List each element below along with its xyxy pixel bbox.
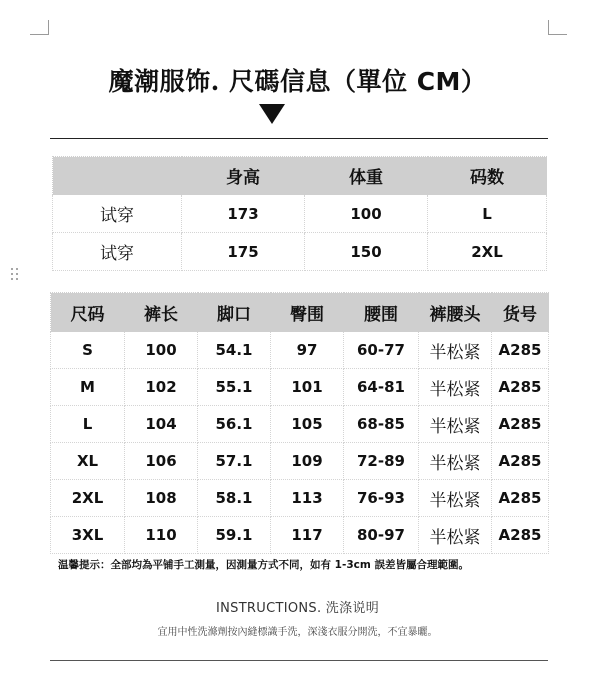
table-cell: 106 (125, 443, 198, 480)
table-cell: 76-93 (344, 480, 419, 517)
table-header-row (53, 157, 547, 195)
table-cell: XL (51, 443, 125, 480)
header-cell: 身高 (182, 157, 305, 195)
fit-reference-table (52, 156, 547, 271)
table-cell: L (51, 406, 125, 443)
title-unit: CM） (416, 67, 487, 96)
table-cell: 175 (182, 233, 305, 271)
table-cell: 半松紧 (419, 406, 492, 443)
table-cell: 110 (125, 517, 198, 554)
table-cell: 半松紧 (419, 443, 492, 480)
table-row (51, 480, 549, 517)
title-text: 魔潮服饰. 尺碼信息（單位 (108, 67, 417, 96)
table-cell: 2XL (51, 480, 125, 517)
table-row (53, 233, 547, 271)
table-cell: 55.1 (198, 369, 271, 406)
page-corner-mark-top-left (30, 20, 49, 35)
table-row (51, 369, 549, 406)
table-cell: 59.1 (198, 517, 271, 554)
table-cell: 56.1 (198, 406, 271, 443)
table-cell: 102 (125, 369, 198, 406)
table-cell: 57.1 (198, 443, 271, 480)
table-cell: 100 (305, 195, 428, 233)
instructions-title: INSTRUCTIONS. 洗涤说明 (215, 601, 380, 616)
table-row (53, 195, 547, 233)
table-drag-handle-icon[interactable] (11, 268, 19, 284)
header-cell: 码数 (428, 157, 547, 195)
table-row (51, 443, 549, 480)
table-cell: 100 (125, 332, 198, 369)
table-cell: 3XL (51, 517, 125, 554)
table-cell: A285 (492, 443, 549, 480)
table-header-row (51, 293, 549, 332)
table-cell: 97 (271, 332, 344, 369)
table-cell: 58.1 (198, 480, 271, 517)
header-cell: 腰围 (344, 293, 419, 332)
table-cell: 54.1 (198, 332, 271, 369)
table-cell: 2XL (428, 233, 547, 271)
header-cell: 裤腰头 (419, 293, 492, 332)
down-triangle-icon (259, 104, 285, 124)
table-cell: 105 (271, 406, 344, 443)
table-cell: 173 (182, 195, 305, 233)
table-cell: 60-77 (344, 332, 419, 369)
header-cell: 脚口 (198, 293, 271, 332)
table-cell: 半松紧 (419, 517, 492, 554)
table-cell: A285 (492, 517, 549, 554)
table-cell: 80-97 (344, 517, 419, 554)
table-cell: 半松紧 (419, 480, 492, 517)
header-cell: 货号 (492, 293, 549, 332)
table-cell: 半松紧 (419, 369, 492, 406)
table-cell: 108 (125, 480, 198, 517)
table-cell: M (51, 369, 125, 406)
header-cell: 体重 (305, 157, 428, 195)
table-cell: 64-81 (344, 369, 419, 406)
table-cell: 试穿 (53, 195, 182, 233)
table-cell: L (428, 195, 547, 233)
table-cell: 113 (271, 480, 344, 517)
table-cell: 109 (271, 443, 344, 480)
header-cell: 尺码 (51, 293, 125, 332)
divider-top (50, 138, 548, 139)
table-cell: A285 (492, 369, 549, 406)
page-corner-mark-top-right (548, 20, 567, 35)
table-cell: 150 (305, 233, 428, 271)
table-cell: 101 (271, 369, 344, 406)
table-row (51, 332, 549, 369)
table-cell: 试穿 (53, 233, 182, 271)
header-cell: 臀围 (271, 293, 344, 332)
table-row (51, 517, 549, 554)
header-cell: 裤长 (125, 293, 198, 332)
divider-bottom (50, 660, 548, 661)
measurement-note: 温馨提示：全部均為平铺手工測量，因測量方式不同，如有 1-3cm 誤差皆屬合理範圍。 (58, 559, 469, 571)
table-cell: 117 (271, 517, 344, 554)
table-cell: 68-85 (344, 406, 419, 443)
table-cell: 72-89 (344, 443, 419, 480)
table-cell: A285 (492, 406, 549, 443)
table-cell: 半松紧 (419, 332, 492, 369)
table-cell: 104 (125, 406, 198, 443)
table-cell: S (51, 332, 125, 369)
table-cell: A285 (492, 480, 549, 517)
size-chart-table (50, 292, 549, 554)
table-row (51, 406, 549, 443)
page-title (0, 62, 595, 98)
instructions-text: 宜用中性洗滌劑按內縫標識手洗，深淺衣服分開洗，不宜暴曬。 (157, 627, 438, 638)
table-cell: A285 (492, 332, 549, 369)
header-cell (53, 157, 182, 195)
